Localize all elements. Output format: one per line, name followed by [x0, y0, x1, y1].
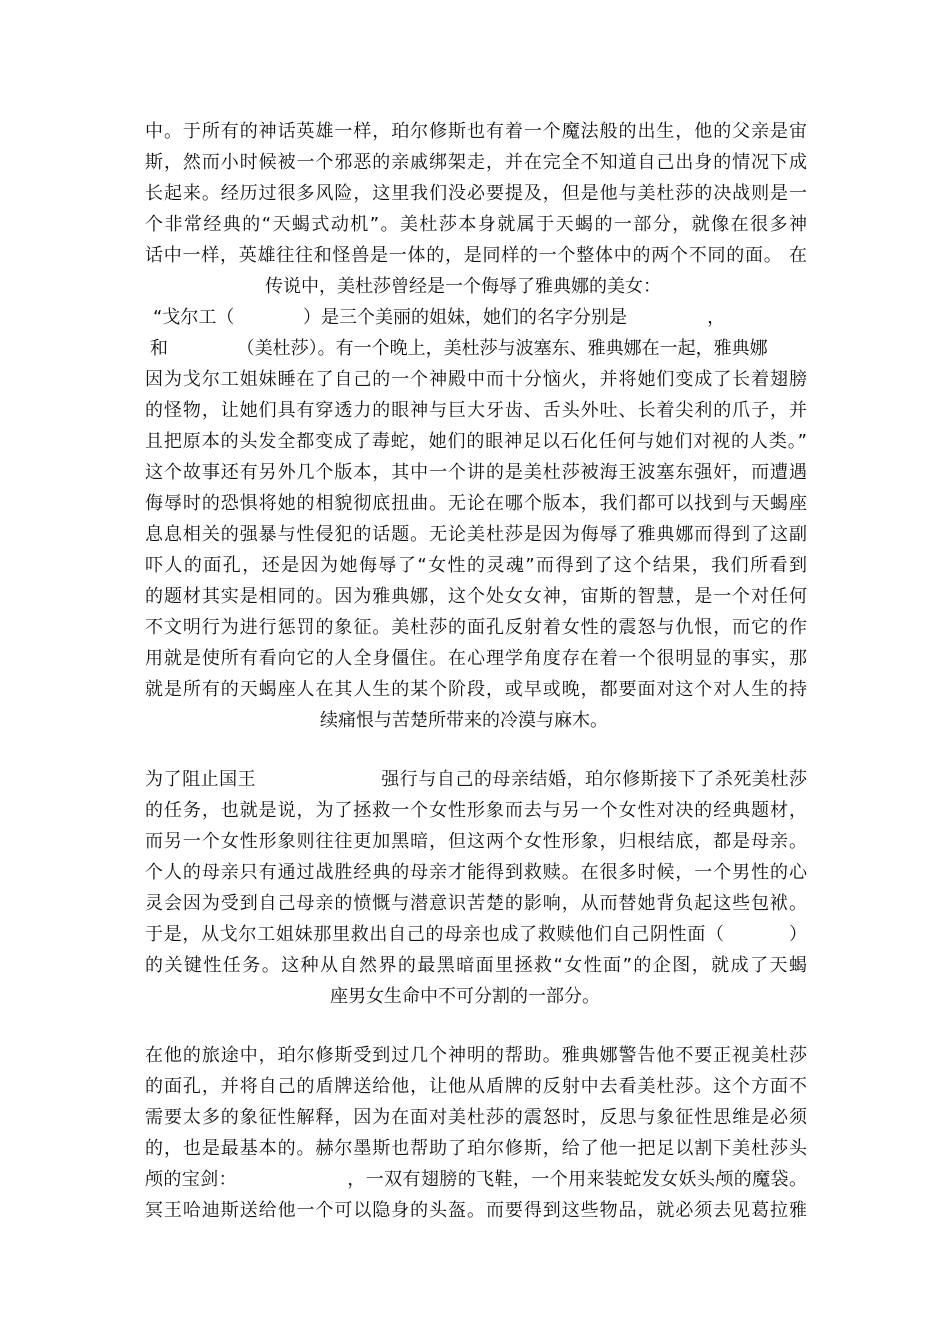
text-line: 冥王哈迪斯送给他一个可以隐身的头盔。而要得到这些物品，就必须去见葛拉雅 [145, 1200, 807, 1221]
text-line: 而另一个女性形象则往往更加黑暗，但这两个女性形象，归根结底，都是母亲。 [145, 831, 807, 852]
text-line: 需要太多的象征性解释，因为在面对美杜莎的震怒时，反思与象征性思维是必须 [145, 1107, 807, 1128]
text-line: 话中一样，英雄往往和怪兽是一体的，是同样的一个整体中的两个不同的面。 在 [145, 245, 807, 266]
text-line: 传说中，美杜莎曾经是一个侮辱了雅典娜的美女： [265, 276, 661, 297]
text-line: 的面孔，并将自己的盾牌送给他，让他从盾牌的反射中去看美杜莎。这个方面不 [145, 1076, 807, 1097]
text-line: 的怪物，让她们具有穿透力的眼神与巨大牙齿、舌头外吐、长着尖利的爪子，并 [145, 400, 807, 421]
text-line: 吓人的面孔，还是因为她侮辱了“女性的灵魂”而得到了这个结果，我们所看到 [145, 555, 807, 576]
text-line: 个非常经典的“天蝎式动机”。美杜莎本身就属于天蝎的一部分，就像在很多神 [145, 214, 807, 235]
text-line: 座男女生命中不可分割的一部分。 [330, 986, 600, 1007]
text-line: 长起来。经历过很多风险，这里我们没必要提及，但是他与美杜莎的决战则是一 [145, 183, 807, 204]
text-line: 的关键性任务。这种从自然界的最黑暗面里拯救“女性面”的企图，就成了天蝎 [145, 955, 807, 976]
text-line: 就是所有的天蝎座人在其人生的某个阶段，或早或晚，都要面对这个对人生的持 [145, 679, 807, 700]
text-line: 的任务，也就是说，为了拯救一个女性形象而去与另一个女性对决的经典题材， [145, 800, 807, 821]
text-line: 不文明行为进行惩罚的象征。美杜莎的面孔反射着女性的震怒与仇恨，而它的作 [145, 617, 807, 638]
text-line: 续痛恨与苦楚所带来的冷漠与麻木。 [320, 710, 608, 731]
text-line: 灵会因为受到自己母亲的愤慨与潜意识苦楚的影响，从而替她背负起这些包袱。 [145, 893, 807, 914]
text-line: 且把原本的头发全都变成了毒蛇，她们的眼神足以石化任何与她们对视的人类。” [145, 431, 807, 452]
text-line: 息息相关的强暴与性侵犯的话题。无论美杜莎是因为侮辱了雅典娜而得到了这副 [145, 524, 807, 545]
text-line: 为了阻止国王 强行与自己的母亲结婚，珀尔修斯接下了杀死美杜莎 [145, 769, 807, 790]
text-line: 的题材其实是相同的。因为雅典娜，这个处女女神，宙斯的智慧，是一个对任何 [145, 586, 807, 607]
text-line: 侮辱时的恐惧将她的相貌彻底扭曲。无论在哪个版本，我们都可以找到与天蝎座 [145, 493, 807, 514]
text-line: 这个故事还有另外几个版本，其中一个讲的是美杜莎被海王波塞东强奸，而遭遇 [145, 462, 807, 483]
text-line: “戈尔工（ ）是三个美丽的姐妹，她们的名字分别是 ， [153, 307, 726, 328]
text-line: 因为戈尔工姐妹睡在了自己的一个神殿中而十分恼火，并将她们变成了长着翅膀 [145, 369, 807, 390]
text-line: 在他的旅途中，珀尔修斯受到过几个神明的帮助。雅典娜警告他不要正视美杜莎 [145, 1045, 807, 1066]
text-line: 的，也是最基本的。赫尔墨斯也帮助了珀尔修斯，给了他一把足以割下美杜莎头 [145, 1138, 807, 1159]
text-line: 于是，从戈尔工姐妹那里救出自己的母亲也成了救赎他们自己阴性面（ ） [145, 924, 807, 945]
text-line: 颅的宝剑： ，一双有翅膀的飞鞋，一个用来装蛇发女妖头颅的魔袋。 [145, 1169, 807, 1190]
text-line: 和 （美杜莎）。有一个晚上，美杜莎与波塞东、雅典娜在一起，雅典娜 [150, 338, 768, 359]
text-line: 斯，然而小时候被一个邪恶的亲戚绑架走，并在完全不知道自己出身的情况下成 [145, 152, 807, 173]
text-line: 个人的母亲只有通过战胜经典的母亲才能得到救赎。在很多时候，一个男性的心 [145, 862, 807, 883]
text-line: 用就是使所有看向它的人全身僵住。在心理学角度存在着一个很明显的事实，那 [145, 648, 807, 669]
text-line: 中。于所有的神话英雄一样，珀尔修斯也有着一个魔法般的出生，他的父亲是宙 [145, 121, 807, 142]
